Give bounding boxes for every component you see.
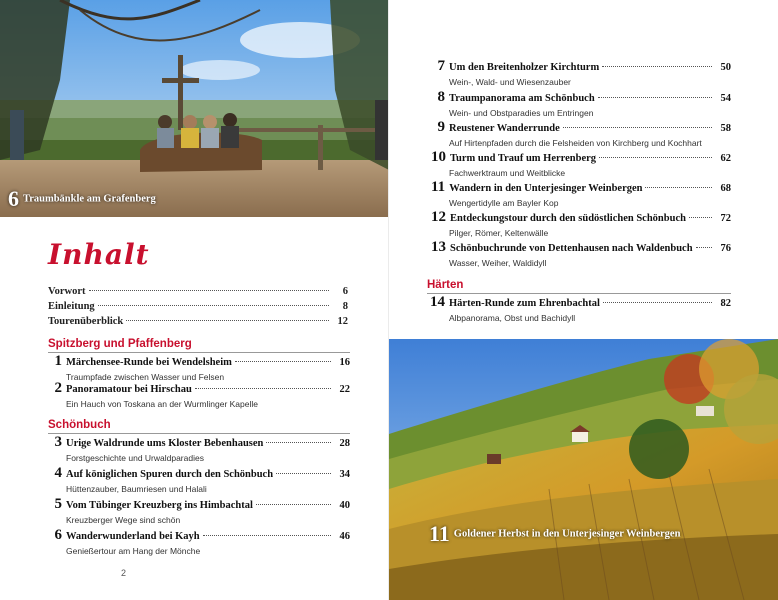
tour-title: Um den Breitenholzer Kirchturm bbox=[449, 62, 600, 73]
leader-dots bbox=[195, 388, 331, 389]
tour-number: 4 bbox=[54, 465, 62, 481]
tour-subtitle: Fachwerktraum und Weitblicke bbox=[449, 168, 566, 178]
toc-front-matter-row[interactable] bbox=[48, 286, 348, 297]
tour-subtitle: Forstgeschichte und Urwaldparadies bbox=[66, 453, 204, 463]
front-matter-page: 6 bbox=[342, 286, 348, 297]
section-title: Schönbuch bbox=[48, 419, 111, 431]
leader-dots bbox=[603, 302, 712, 303]
tour-page: 76 bbox=[720, 243, 731, 254]
leader-dots bbox=[602, 66, 712, 67]
page-number: 2 bbox=[121, 568, 127, 578]
leader-dots bbox=[126, 320, 329, 321]
toc-tour-entry[interactable] bbox=[431, 58, 731, 87]
tour-page: 72 bbox=[720, 213, 731, 224]
toc-front-matter-row[interactable] bbox=[48, 316, 348, 327]
tour-number: 13 bbox=[431, 239, 446, 255]
section-title: Spitzberg und Pfaffenberg bbox=[48, 338, 192, 350]
tour-title: Turm und Trauf um Herrenberg bbox=[450, 153, 597, 164]
photo-caption-number: 6 bbox=[8, 186, 19, 211]
tour-title: Entdeckungstour durch den südöstlichen Schönbuch bbox=[450, 213, 686, 224]
tour-number: 2 bbox=[54, 380, 62, 396]
toc-tour-entry[interactable] bbox=[48, 353, 350, 382]
tour-number: 12 bbox=[431, 209, 446, 225]
photo-caption-number: 11 bbox=[429, 521, 450, 546]
tour-page: 40 bbox=[339, 500, 350, 511]
front-matter-page: 12 bbox=[337, 316, 348, 327]
leader-dots bbox=[203, 535, 331, 536]
tour-title: Schönbuchrunde von Dettenhausen nach Waldenbuch bbox=[450, 243, 693, 254]
tour-page: 62 bbox=[720, 153, 731, 164]
toc-tour-entry[interactable] bbox=[431, 179, 731, 208]
tour-number: 10 bbox=[431, 149, 446, 165]
leader-dots bbox=[235, 361, 331, 362]
tour-title: Wandern in den Unterjesinger Weinbergen bbox=[449, 183, 643, 194]
toc-tour-entry[interactable] bbox=[431, 119, 731, 148]
leader-dots bbox=[598, 97, 712, 98]
leader-dots bbox=[696, 247, 712, 248]
tour-number: 3 bbox=[54, 434, 62, 450]
tour-page: 68 bbox=[720, 183, 731, 194]
right-page bbox=[389, 0, 778, 600]
front-matter-label: Einleitung bbox=[48, 301, 95, 312]
tour-title: Vom Tübinger Kreuzberg ins Himbachtal bbox=[66, 500, 253, 511]
tour-title: Reustener Wanderrunde bbox=[449, 123, 560, 134]
tour-number: 14 bbox=[430, 294, 445, 310]
vineyard-image bbox=[389, 339, 778, 600]
tour-title: Härten-Runde zum Ehrenbachtal bbox=[449, 298, 600, 309]
tour-number: 6 bbox=[54, 527, 62, 543]
leader-dots bbox=[563, 127, 712, 128]
tour-subtitle: Wein-, Wald- und Wiesenzauber bbox=[449, 77, 571, 87]
tour-subtitle: Traumpfade zwischen Wasser und Felsen bbox=[66, 372, 225, 382]
tour-subtitle: Wasser, Weiher, Waldidyll bbox=[449, 258, 547, 268]
toc-tour-entry[interactable] bbox=[431, 149, 731, 178]
toc-tour-entry[interactable] bbox=[48, 527, 350, 556]
vineyard-photo bbox=[389, 339, 778, 600]
tour-number: 7 bbox=[437, 58, 445, 74]
bench-landscape-image bbox=[0, 0, 389, 217]
toc-tour-entry[interactable] bbox=[48, 434, 350, 463]
tour-number: 8 bbox=[437, 89, 445, 105]
tour-subtitle: Wengertidylle am Bayler Kop bbox=[449, 198, 559, 208]
toc-tour-entry[interactable] bbox=[48, 496, 350, 525]
front-matter-page: 8 bbox=[342, 301, 348, 312]
tour-page: 58 bbox=[720, 123, 731, 134]
leader-dots bbox=[599, 157, 712, 158]
tour-page: 16 bbox=[339, 357, 350, 368]
tour-subtitle: Hüttenzauber, Baumriesen und Halali bbox=[66, 484, 207, 494]
tour-page: 50 bbox=[720, 62, 731, 73]
section-title: Härten bbox=[427, 279, 464, 291]
photo-caption bbox=[429, 521, 680, 547]
leader-dots bbox=[689, 217, 712, 218]
toc-heading: Inhalt bbox=[48, 238, 150, 271]
leader-dots bbox=[266, 442, 331, 443]
leader-dots bbox=[276, 473, 331, 474]
tour-subtitle: Kreuzberger Wege sind schön bbox=[66, 515, 181, 525]
tour-page: 22 bbox=[339, 384, 350, 395]
tour-page: 28 bbox=[339, 438, 350, 449]
photo-caption-text: Goldener Herbst in den Unterjesinger Weinbergen bbox=[453, 528, 681, 540]
photo-caption-text: Traumbänkle am Grafenberg bbox=[23, 193, 156, 205]
tour-title: Wanderwunderland bei Kayh bbox=[66, 531, 200, 542]
tour-subtitle: Wein- und Obstparadies um Entringen bbox=[449, 108, 594, 118]
tour-title: Panoramatour bei Hirschau bbox=[66, 384, 192, 395]
grafenberg-photo bbox=[0, 0, 389, 217]
tour-page: 46 bbox=[339, 531, 350, 542]
tour-subtitle: Albpanorama, Obst und Bachidyll bbox=[449, 313, 576, 323]
tour-page: 82 bbox=[720, 298, 731, 309]
front-matter-label: Tourenüberblick bbox=[48, 316, 124, 327]
toc-tour-entry[interactable] bbox=[431, 209, 731, 238]
tour-number: 5 bbox=[54, 496, 62, 512]
toc-tour-entry[interactable] bbox=[48, 380, 350, 409]
tour-subtitle: Auf Hirtenpfaden durch die Felsheiden von Kirchberg und Kochhart bbox=[449, 138, 702, 148]
photo-caption bbox=[8, 186, 156, 212]
toc-tour-entry[interactable] bbox=[427, 294, 731, 323]
tour-subtitle: Genießertour am Hang der Mönche bbox=[66, 546, 201, 556]
tour-number: 9 bbox=[437, 119, 445, 135]
leader-dots bbox=[89, 290, 329, 291]
tour-title: Auf königlichen Spuren durch den Schönbuch bbox=[66, 469, 274, 480]
toc-tour-entry[interactable] bbox=[431, 239, 731, 268]
toc-front-matter-row[interactable] bbox=[48, 301, 348, 312]
toc-tour-entry[interactable] bbox=[431, 89, 731, 118]
leader-dots bbox=[98, 305, 329, 306]
toc-tour-entry[interactable] bbox=[48, 465, 350, 494]
tour-number: 11 bbox=[431, 179, 446, 195]
tour-subtitle: Pilger, Römer, Keltenwälle bbox=[449, 228, 549, 238]
leader-dots bbox=[645, 187, 712, 188]
front-matter-label: Vorwort bbox=[48, 286, 86, 297]
tour-title: Urige Waldrunde ums Kloster Bebenhausen bbox=[66, 438, 264, 449]
tour-subtitle: Ein Hauch von Toskana an der Wurmlinger Kapelle bbox=[66, 399, 258, 409]
tour-number: 1 bbox=[54, 353, 62, 369]
tour-title: Traumpanorama am Schönbuch bbox=[449, 93, 595, 104]
tour-page: 34 bbox=[339, 469, 350, 480]
tour-page: 54 bbox=[720, 93, 731, 104]
leader-dots bbox=[256, 504, 331, 505]
tour-title: Märchensee-Runde bei Wendelsheim bbox=[66, 357, 232, 368]
